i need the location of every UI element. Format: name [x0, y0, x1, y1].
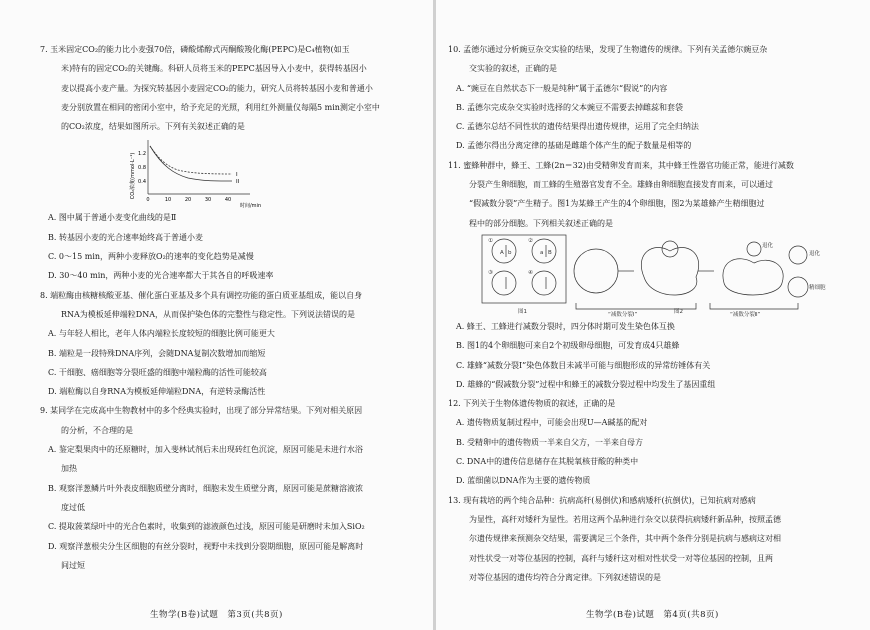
q9-option-a: A. 鉴定梨果肉中的还原糖时，加入斐林试剂后未出现砖红色沉淀，原因可能是未进行水浴 [48, 445, 363, 455]
egg-cell-4 [532, 271, 556, 295]
primary-spermatocyte [574, 249, 618, 293]
degenerate-cell-2 [789, 246, 807, 264]
degenerate-bud [662, 241, 678, 257]
q7-option-a: A. 图中属于普通小麦变化曲线的是Ⅱ [48, 213, 177, 223]
question-9 [40, 401, 418, 575]
curve-label: I [236, 172, 238, 179]
gene-label: b [508, 249, 512, 256]
egg-cell-1 [492, 239, 516, 263]
q12-option-a: A. 遗传物质复制过程中，可能会出现U—A碱基的配对 [456, 418, 648, 428]
q13-line: 对性状受一对等位基因的控制，高秆与矮秆这对相对性状受一对等位基因的控制，且两 [469, 553, 773, 563]
second-division-cell [723, 259, 783, 295]
q11-line: 分裂产生卵细胞，而工蜂的生殖器官发育不全。雄蜂由卵细胞直接发育而来，可以通过 [469, 180, 773, 190]
q10-option-d: D. 孟德尔得出分离定律的基础是雌雄个体产生的配子数量是相等的 [456, 141, 692, 151]
figure-1-caption: 图1 [518, 308, 527, 315]
q13-line: 对等位基因的遗传均符合分离定律。下列叙述错误的是 [469, 572, 661, 582]
q10-option-b: B. 孟德尔完成杂交实验时选择的父本豌豆不需要去掉雌蕊和套袋 [456, 102, 683, 112]
gene-label: a [540, 249, 544, 256]
q8-option-b: B. 端粒是一段特殊DNA序列，会随DNA复制次数增加而缩短 [48, 348, 266, 358]
gene-label: A [500, 249, 504, 256]
y-tick-label: 0.4 [138, 179, 146, 186]
q8-line: RNA为模板延伸端粒DNA，从而保护染色体的完整性与稳定性。下列说法错误的是 [61, 309, 355, 319]
left-column [40, 40, 418, 575]
curve-two [150, 146, 232, 181]
q7-line: 米)特有的固定CO₂的关键酶。科研人员将玉米的PEPC基因导入小麦中，获得转基因小 [61, 64, 367, 74]
figure-2-caption: 图2 [674, 308, 683, 315]
q9-option-d-cont: 间过短 [61, 560, 85, 570]
q8-option-a: A. 与年轻人相比，老年人体内端粒长度较短的细胞比例可能更大 [48, 329, 275, 339]
q11-line: “假减数分裂”产生精子。图1为某蜂王产生的4个卵细胞，图2为某雄蜂产生精细胞过 [469, 199, 765, 209]
q13-line: 尔遗传规律来预测杂交结果，需要满足三个条件，其中两个条件分别是抗病与感病这对相 [469, 534, 781, 544]
x-tick-label: 40 [224, 197, 232, 204]
left-page [0, 0, 434, 630]
q11-option-a: A. 蜂王、工蜂进行减数分裂时，四分体时期可发生染色体互换 [456, 321, 675, 331]
x-tick-label: 0 [146, 197, 150, 204]
y-tick-label: 0.8 [138, 165, 146, 172]
figure-1-frame [482, 235, 566, 303]
question-10 [448, 40, 828, 156]
q9-option-d: D. 观察洋葱根尖分生区细胞的有丝分裂时，视野中未找到分裂期细胞，原因可能是解离时 [48, 541, 364, 551]
degenerate-label: 退化 [762, 242, 774, 249]
q8-option-c: C. 干细胞、癌细胞等分裂旺盛的细胞中端粒酶的活性可能较高 [48, 367, 267, 377]
curve-label: II [236, 179, 240, 186]
graph-x-label: 时间/min [240, 203, 262, 209]
degenerate-cell [747, 242, 761, 256]
cell-label: ① [488, 237, 493, 244]
q7-option-d: D. 30～40 min，两种小麦的光合速率都大于其各自的呼吸速率 [48, 271, 274, 281]
q11-line: 11. 蜜蜂种群中，蜂王、工蜂(2n＝32)由受精卵发育而来，其中蜂王性器官功能正常，能进行减数 [448, 160, 794, 170]
q13-line: 13. 现有栽培的两个纯合品种：抗病高秆(易倒伏)和感病矮秆(抗倒伏)，已知抗病对感病 [448, 495, 756, 505]
q11-option-c: C. 雄蜂“减数分裂Ⅰ”染色体数目未减半可能与细胞形成的异常纺锤体有关 [456, 360, 711, 370]
q7-option-c: C. 0～15 min，两种小麦释放O₂的速率的变化趋势是减慢 [48, 252, 254, 262]
right-page [436, 0, 870, 630]
q9-line: 9. 某同学在完成高中生物教材中的多个经典实验时，出现了部分异常结果。下列对相关原因 [40, 406, 363, 416]
q9-option-b: B. 观察洋葱鳞片叶外表皮细胞质壁分离时，细胞未发生质壁分离，原因可能是蔗糖溶液浓 [48, 483, 363, 493]
degenerate-label: 退化 [809, 250, 821, 257]
q11-figure [448, 233, 828, 317]
q9-line: 的分析，不合理的是 [61, 425, 133, 435]
q7-line: 7. 玉米固定CO₂的能力比小麦强70倍，磷酸烯醇式丙酮酸羧化酶(PEPC)是C₄植物(如玉 [40, 45, 350, 54]
q11-option-d: D. 雄蜂的“假减数分裂”过程中和蜂王的减数分裂过程中均发生了基因重组 [456, 379, 716, 389]
sperm-cell [788, 277, 808, 297]
q10-line: 交实验的叙述，正确的是 [469, 64, 557, 74]
y-tick-label: 1.2 [138, 151, 146, 158]
q8-option-d: D. 端粒酶以自身RNA为模板延伸端粒DNA，有逆转录酶活性 [48, 387, 266, 397]
x-tick-label: 30 [204, 197, 212, 204]
question-13 [448, 491, 828, 587]
q8-line: 8. 端粒酶由核糖核酸亚基、催化蛋白亚基及多个具有调控功能的蛋白质亚基组成，能以自身 [40, 290, 363, 300]
q7-line: 的CO₂浓度，结果如图所示。下列有关叙述正确的是 [61, 122, 245, 132]
egg-cell-3 [492, 271, 516, 295]
q10-option-a: A. “豌豆在自然状态下一般是纯种”属于孟德尔“假说”的内容 [456, 83, 668, 93]
q9-option-c: C. 提取菠菜绿叶中的光合色素时，收集到的滤液颜色过浅，原因可能是研磨时未加入SiO₂ [48, 522, 365, 532]
question-11 [448, 156, 828, 394]
q7-line: 麦分别放置在相同的密闭小室中，给予充足的光照，利用红外测量仪每隔5 min测定小室中 [61, 102, 380, 112]
q7-line: 麦以提高小麦产量。为探究转基因小麦固定CO₂的能力，研究人员将转基因小麦和普通小 [61, 83, 373, 93]
page-footer: 生物学(B卷)试题 第4页(共8页) [586, 610, 719, 620]
q13-line: 为显性，高秆对矮秆为显性。若用这两个品种进行杂交以获得抗病矮秆新品种，按照孟德 [469, 514, 781, 524]
graph-y-label: CO₂浓度(mmol·L⁻¹) [130, 153, 136, 200]
q11-line: 程中的部分细胞。下列相关叙述正确的是 [469, 218, 613, 228]
co2-concentration-graph [40, 136, 418, 208]
curve-one [150, 146, 232, 174]
q12-option-c: C. DNA中的遗传信息储存在其脱氧核苷酸的种类中 [456, 457, 639, 467]
question-8 [40, 286, 418, 402]
q12-option-b: B. 受精卵中的遗传物质一半来自父方，一半来自母方 [456, 437, 643, 447]
cell-label: ② [528, 237, 533, 244]
x-tick-label: 10 [164, 197, 172, 204]
gene-label: B [548, 249, 552, 256]
dividing-cell [641, 247, 698, 295]
q12-option-d: D. 蓝细菌以DNA作为主要的遗传物质 [456, 476, 591, 486]
bee-meiosis-diagram [448, 233, 828, 317]
q11-option-b: B. 图1的4个卵细胞可来自2个初级卵母细胞，可发育成4只雄蜂 [456, 341, 680, 351]
x-tick-label: 20 [184, 197, 192, 204]
q12-line: 12. 下列关于生物体遗传物质的叙述，正确的是 [448, 399, 616, 409]
egg-cell-2 [532, 239, 556, 263]
q10-line: 10. 孟德尔通过分析豌豆杂交实验的结果，发现了生物遗传的规律。下列有关孟德尔豌豆杂 [448, 45, 768, 54]
right-column [448, 40, 828, 587]
q7-graph [40, 136, 418, 208]
q9-option-a-cont: 加热 [61, 464, 77, 474]
question-7 [40, 40, 418, 286]
page-footer: 生物学(B卷)试题 第3页(共8页) [150, 610, 283, 620]
question-12 [448, 394, 828, 490]
sperm-label: 精细胞 [809, 284, 826, 291]
cell-label: ③ [488, 269, 493, 276]
meiosis-1-label: “减数分裂Ⅰ” [608, 311, 638, 317]
q7-option-b: B. 转基因小麦的光合速率始终高于普通小麦 [48, 232, 203, 242]
q10-option-c: C. 孟德尔总结不同性状的遗传结果得出遗传规律，运用了完全归纳法 [456, 122, 699, 132]
bracket-div2 [710, 303, 798, 309]
cell-label: ④ [528, 269, 533, 276]
meiosis-2-label: “减数分裂Ⅱ” [730, 311, 761, 317]
q9-option-b-cont: 度过低 [61, 502, 85, 512]
